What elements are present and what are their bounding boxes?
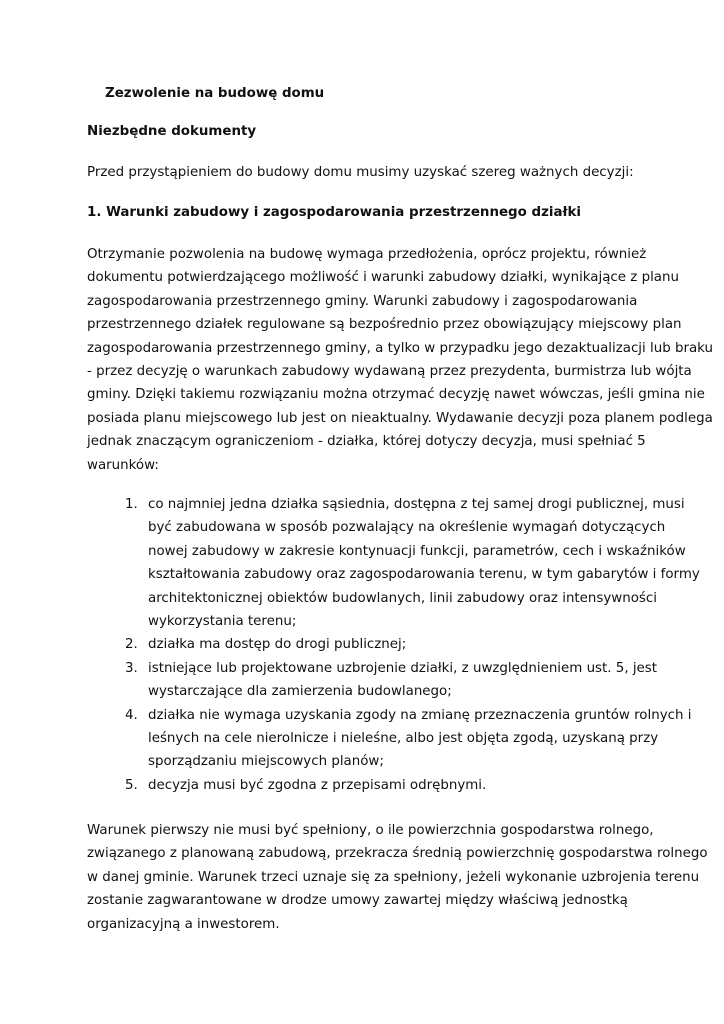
paragraph-line: zostanie zagwarantowane w drodze umowy zawartej między właściwą jednostką — [87, 893, 628, 909]
list-item-line: architektonicznej obiektów budowlanych, linii zabudowy oraz intensywności — [148, 590, 657, 606]
list-item-line: wykorzystania terenu; — [148, 614, 297, 630]
paragraph-line: Warunek pierwszy nie musi być spełniony, o ile powierzchnia gospodarstwa rolnego, — [87, 823, 654, 838]
list-item — [125, 704, 692, 774]
list-item — [125, 493, 700, 633]
list-item — [125, 774, 655, 797]
paragraph-line: Otrzymanie pozwolenia na budowę wymaga przedłożenia, oprócz projektu, również — [87, 247, 647, 262]
list-item-number: 4. — [125, 707, 138, 723]
paragraph-line: zagospodarowania przestrzennego gminy, a tylko w przypadku jego dezaktualizacji lub braku — [87, 340, 714, 356]
list-item-line: sporządzaniu miejscowych planów; — [148, 754, 384, 770]
list-item-line: decyzja musi być zgodna z przepisami odrębnymi. — [148, 777, 487, 793]
paragraph-line: przestrzennego działek regulowane są bezpośrednio przez obowiązujący miejscowy plan — [87, 317, 682, 333]
list-item-number: 3. — [125, 660, 138, 676]
paragraph-conditions-intro — [87, 243, 714, 477]
list-item — [125, 633, 655, 656]
paragraph-line: w danej gminie. Warunek trzeci uznaje się za spełniony, jeżeli wykonanie uzbrojenia terenu — [87, 869, 700, 885]
document-title: Zezwolenie na budowę domu — [105, 86, 325, 101]
paragraph-line: - przez decyzję o warunkach zabudowy wydawaną przez prezydenta, burmistrza lub wójta — [87, 364, 692, 380]
list-item-line: działka ma dostęp do drogi publicznej; — [148, 637, 407, 653]
list-item — [125, 657, 658, 704]
list-item-line: leśnych na cele nierolnicze i nieleśne, albo jest objęta zgodą, uzyskaną przy — [148, 731, 659, 747]
paragraph-line: gminy. Dzięki takiemu rozwiązaniu można otrzymać decyzję nawet wówczas, jeśli gmina nie — [87, 387, 705, 403]
list-item-line: kształtowania zabudowy oraz zagospodarowania terenu, w tym gabarytów i formy — [148, 567, 700, 583]
list-item-line: istniejące lub projektowane uzbrojenie działki, z uwzględnieniem ust. 5, jest — [148, 660, 658, 676]
section-heading: 1. Warunki zabudowy i zagospodarowania przestrzennego działki — [87, 205, 581, 220]
paragraph-line: zagospodarowania przestrzennego gminy. Warunki zabudowy i zagospodarowania — [87, 293, 638, 309]
paragraph-line: dokumentu potwierdzającego możliwość i warunki zabudowy działki, wynikające z planu — [87, 270, 679, 286]
list-item-number: 2. — [125, 637, 138, 653]
paragraph-conditions-notes — [87, 819, 708, 936]
list-item-line: działka nie wymaga uzyskania zgody na zmianę przeznaczenia gruntów rolnych i — [148, 707, 692, 723]
document-subtitle: Niezbędne dokumenty — [87, 124, 257, 139]
list-item-number: 1. — [125, 497, 138, 512]
list-item-line: co najmniej jedna działka sąsiednia, dostępna z tej samej drogi publicznej, musi — [148, 497, 685, 512]
list-item-number: 5. — [125, 777, 138, 793]
list-item-line: wystarczające dla zamierzenia budowlanego; — [148, 684, 452, 700]
paragraph-line: posiada planu miejscowego lub jest on nieaktualny. Wydawanie decyzji poza planem podlega — [87, 410, 713, 426]
list-item-line: nowej zabudowy w zakresie kontynuacji funkcji, parametrów, cech i wskaźników — [148, 543, 686, 559]
conditions-list — [125, 493, 700, 797]
paragraph-line: związanego z planowaną zabudową, przekracza średnią powierzchnię gospodarstwa rolnego — [87, 846, 708, 862]
intro-paragraph: Przed przystąpieniem do budowy domu musimy uzyskać szereg ważnych decyzji: — [87, 165, 634, 180]
list-item-line: być zabudowana w sposób pozwalający na określenie wymagań dotyczących — [148, 520, 666, 536]
paragraph-line: warunków: — [87, 457, 159, 473]
paragraph-line: jednak znaczącym ograniczeniom - działka, której dotyczy decyzja, musi spełniać 5 — [87, 434, 646, 450]
paragraph-line: organizacyjną a inwestorem. — [87, 916, 280, 932]
